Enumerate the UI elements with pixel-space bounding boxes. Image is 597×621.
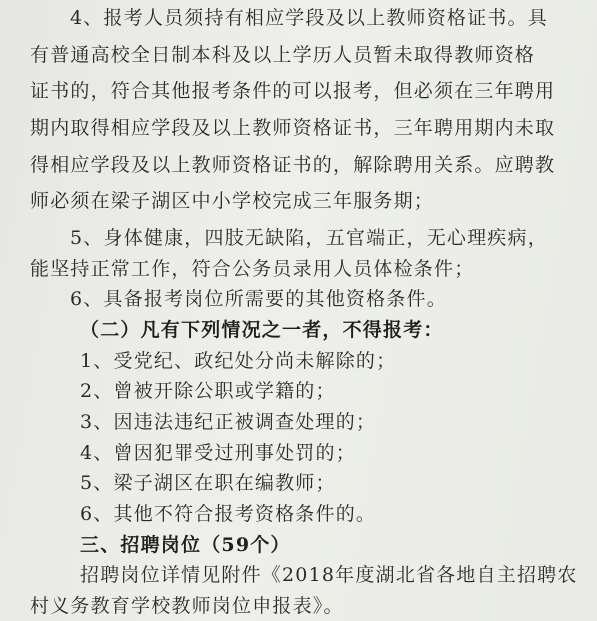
section-heading-2: （二）凡有下列情况之一者，不得报考：	[80, 319, 444, 341]
text-line-6: 师必须在梁子湖区中小学校完成三年服务期；	[30, 190, 435, 212]
text-line-5: 得相应学段及以上教师资格证书的，解除聘用关系。应聘教	[30, 154, 556, 176]
text-line-19: 村义务教育学校教师岗位申报表》。	[30, 595, 344, 617]
text-line-3: 证书的，符合其他报考条件的可以报考，但必须在三年聘用	[30, 80, 556, 102]
text-line-14: 4、曾因犯罪受过刑事处罚的；	[80, 442, 356, 464]
text-line-13: 3、因违法违纪正被调查处理的；	[80, 411, 377, 433]
text-line-16: 6、其他不符合报考资格条件的。	[80, 503, 377, 525]
text-line-12: 2、曾被开除公职或学籍的；	[80, 380, 336, 402]
text-line-1: 4、报考人员须持有相应学段及以上教师资格证书。具	[70, 7, 548, 29]
text-line-2: 有普通高校全日制本科及以上学历人员暂未取得教师资格	[30, 44, 536, 66]
text-line-4: 期内取得相应学段及以上教师资格证书，三年聘用期内未取	[30, 117, 556, 139]
text-line-18: 招聘岗位详情见附件《2018年度湖北省各地自主招聘农	[80, 564, 578, 586]
text-line-11: 1、受党纪、政纪处分尚未解除的；	[80, 350, 397, 372]
text-line-8: 能坚持正常工作，符合公务员录用人员体检条件；	[30, 258, 475, 280]
text-line-15: 5、梁子湖区在职在编教师；	[80, 472, 336, 494]
text-line-7: 5、身体健康，四肢无缺陷，五官端正，无心理疾病，	[70, 227, 548, 249]
text-line-9: 6、具备报考岗位所需要的其他资格条件。	[70, 288, 447, 310]
section-heading-3: 三、招聘岗位（59个）	[80, 534, 291, 556]
